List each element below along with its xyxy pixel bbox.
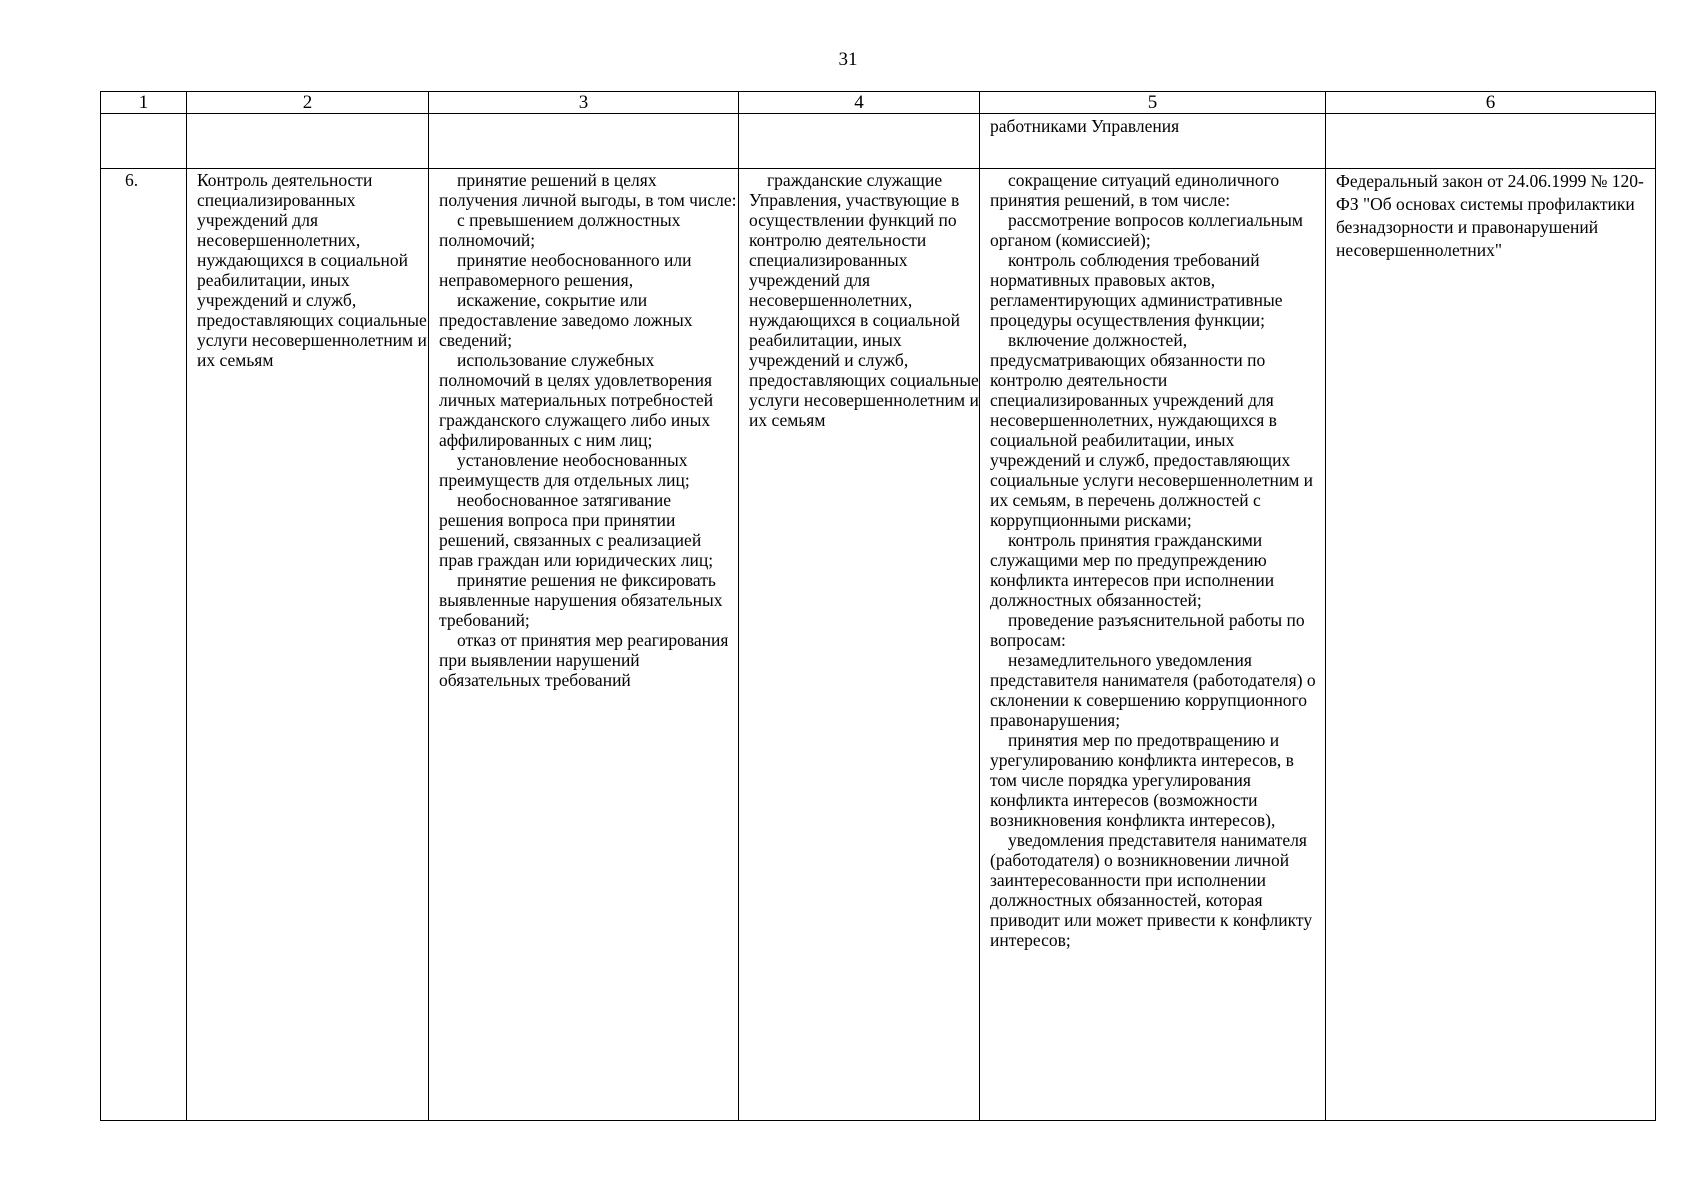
measure-item: сокращение ситуаций единоличного принятия решений, в том числе:	[990, 170, 1280, 210]
table-row	[101, 169, 1656, 1121]
risk-item: искажение, сокрытие или предоставление заведомо ложных сведений;	[439, 290, 693, 350]
measure-item: уведомления представителя нанимателя (работодателя) о возникновении личной заинтересованности при исполнении должностных обязанностей, которая приводит или может привести к конфликту интересов;	[990, 830, 1313, 950]
risk-item: с превышением должностных полномочий;	[439, 210, 681, 250]
risk-item: принятие решения не фиксировать выявленные нарушения обязательных требований;	[439, 570, 723, 630]
risk-table	[100, 91, 1656, 1121]
table-header-row	[101, 92, 1656, 114]
cont-cell-3	[429, 114, 739, 169]
risk-item: отказ от принятия мер реагирования при выявлении нарушений обязательных требований	[439, 630, 729, 690]
cont-cell-1	[101, 114, 187, 169]
cont-cell-5: работниками Управления	[980, 114, 1326, 169]
cont-cell-2	[187, 114, 429, 169]
legal-basis-cell: Федеральный закон от 24.06.1999 № 120-ФЗ "Об основах системы профилактики безнадзорности и правонарушений несовершеннолетних"	[1326, 169, 1656, 1121]
cont-cell-4	[739, 114, 980, 169]
row-number: 6.	[101, 169, 187, 1121]
risk-actions-cell	[429, 169, 739, 1121]
risk-item: принятие необоснованного или неправомерного решения,	[439, 250, 692, 290]
risk-item: установление необоснованных преимуществ для отдельных лиц;	[439, 450, 690, 490]
column-header-1: 1	[101, 92, 187, 114]
measure-item: рассмотрение вопросов коллегиальным органом (комиссией);	[990, 210, 1303, 250]
measure-item: контроль соблюдения требований нормативных правовых актов, регламентирующих административные процедуры осуществления функции;	[990, 250, 1283, 330]
column-header-6: 6	[1326, 92, 1656, 114]
cont-cell-6	[1326, 114, 1656, 169]
measure-item: проведение разъяснительной работы по вопросам:	[990, 610, 1305, 650]
measure-item: принятия мер по предотвращению и урегулированию конфликта интересов, в том числе порядка урегулирования конфликта интересов (возможности возникновения конфликта интересов),	[990, 730, 1294, 830]
positions-text: гражданские служащие Управления, участвующие в осуществлении функций по контролю деятельности специализированных учреждений для несовершеннолетних, нуждающихся в социальной реабилитации, иных учреждений и служб, предоставляющих социальные услуги несовершеннолетним и их семьям	[749, 170, 979, 430]
page-number: 31	[838, 49, 858, 70]
measure-item: контроль принятия гражданскими служащими мер по предупреждению конфликта интересов при исполнении должностных обязанностей;	[990, 530, 1275, 610]
column-header-5: 5	[980, 92, 1326, 114]
measures-cell	[980, 169, 1326, 1121]
measure-item: незамедлительного уведомления представителя нанимателя (работодателя) о склонении к совершению коррупционного правонарушения;	[990, 650, 1316, 730]
positions-cell	[739, 169, 980, 1121]
column-header-2: 2	[187, 92, 429, 114]
risk-item: использование служебных полномочий в целях удовлетворения личных материальных потребностей гражданского служащего либо иных аффилированных с ним лиц;	[439, 350, 714, 450]
measure-item: включение должностей, предусматривающих обязанности по контролю деятельности специализированных учреждений для несовершеннолетних, нуждающихся в социальной реабилитации, иных учреждений и служб, предоставляющих социальные услуги несовершеннолетним и их семьям, в перечень должностей с коррупционными рисками;	[990, 330, 1314, 530]
control-area-cell: Контроль деятельности специализированных учреждений для несовершеннолетних, нуждающихся в социальной реабилитации, иных учреждений и служб, предоставляющих социальные услуги несовершеннолетним и их семьям	[187, 169, 429, 1121]
column-header-3: 3	[429, 92, 739, 114]
risk-item: принятие решений в целях получения личной выгоды, в том числе:	[439, 170, 737, 210]
risk-item: необоснованное затягивание решения вопроса при принятии решений, связанных с реализацией прав граждан или юридических лиц;	[439, 490, 714, 570]
column-header-4: 4	[739, 92, 980, 114]
continuation-row	[101, 114, 1656, 169]
